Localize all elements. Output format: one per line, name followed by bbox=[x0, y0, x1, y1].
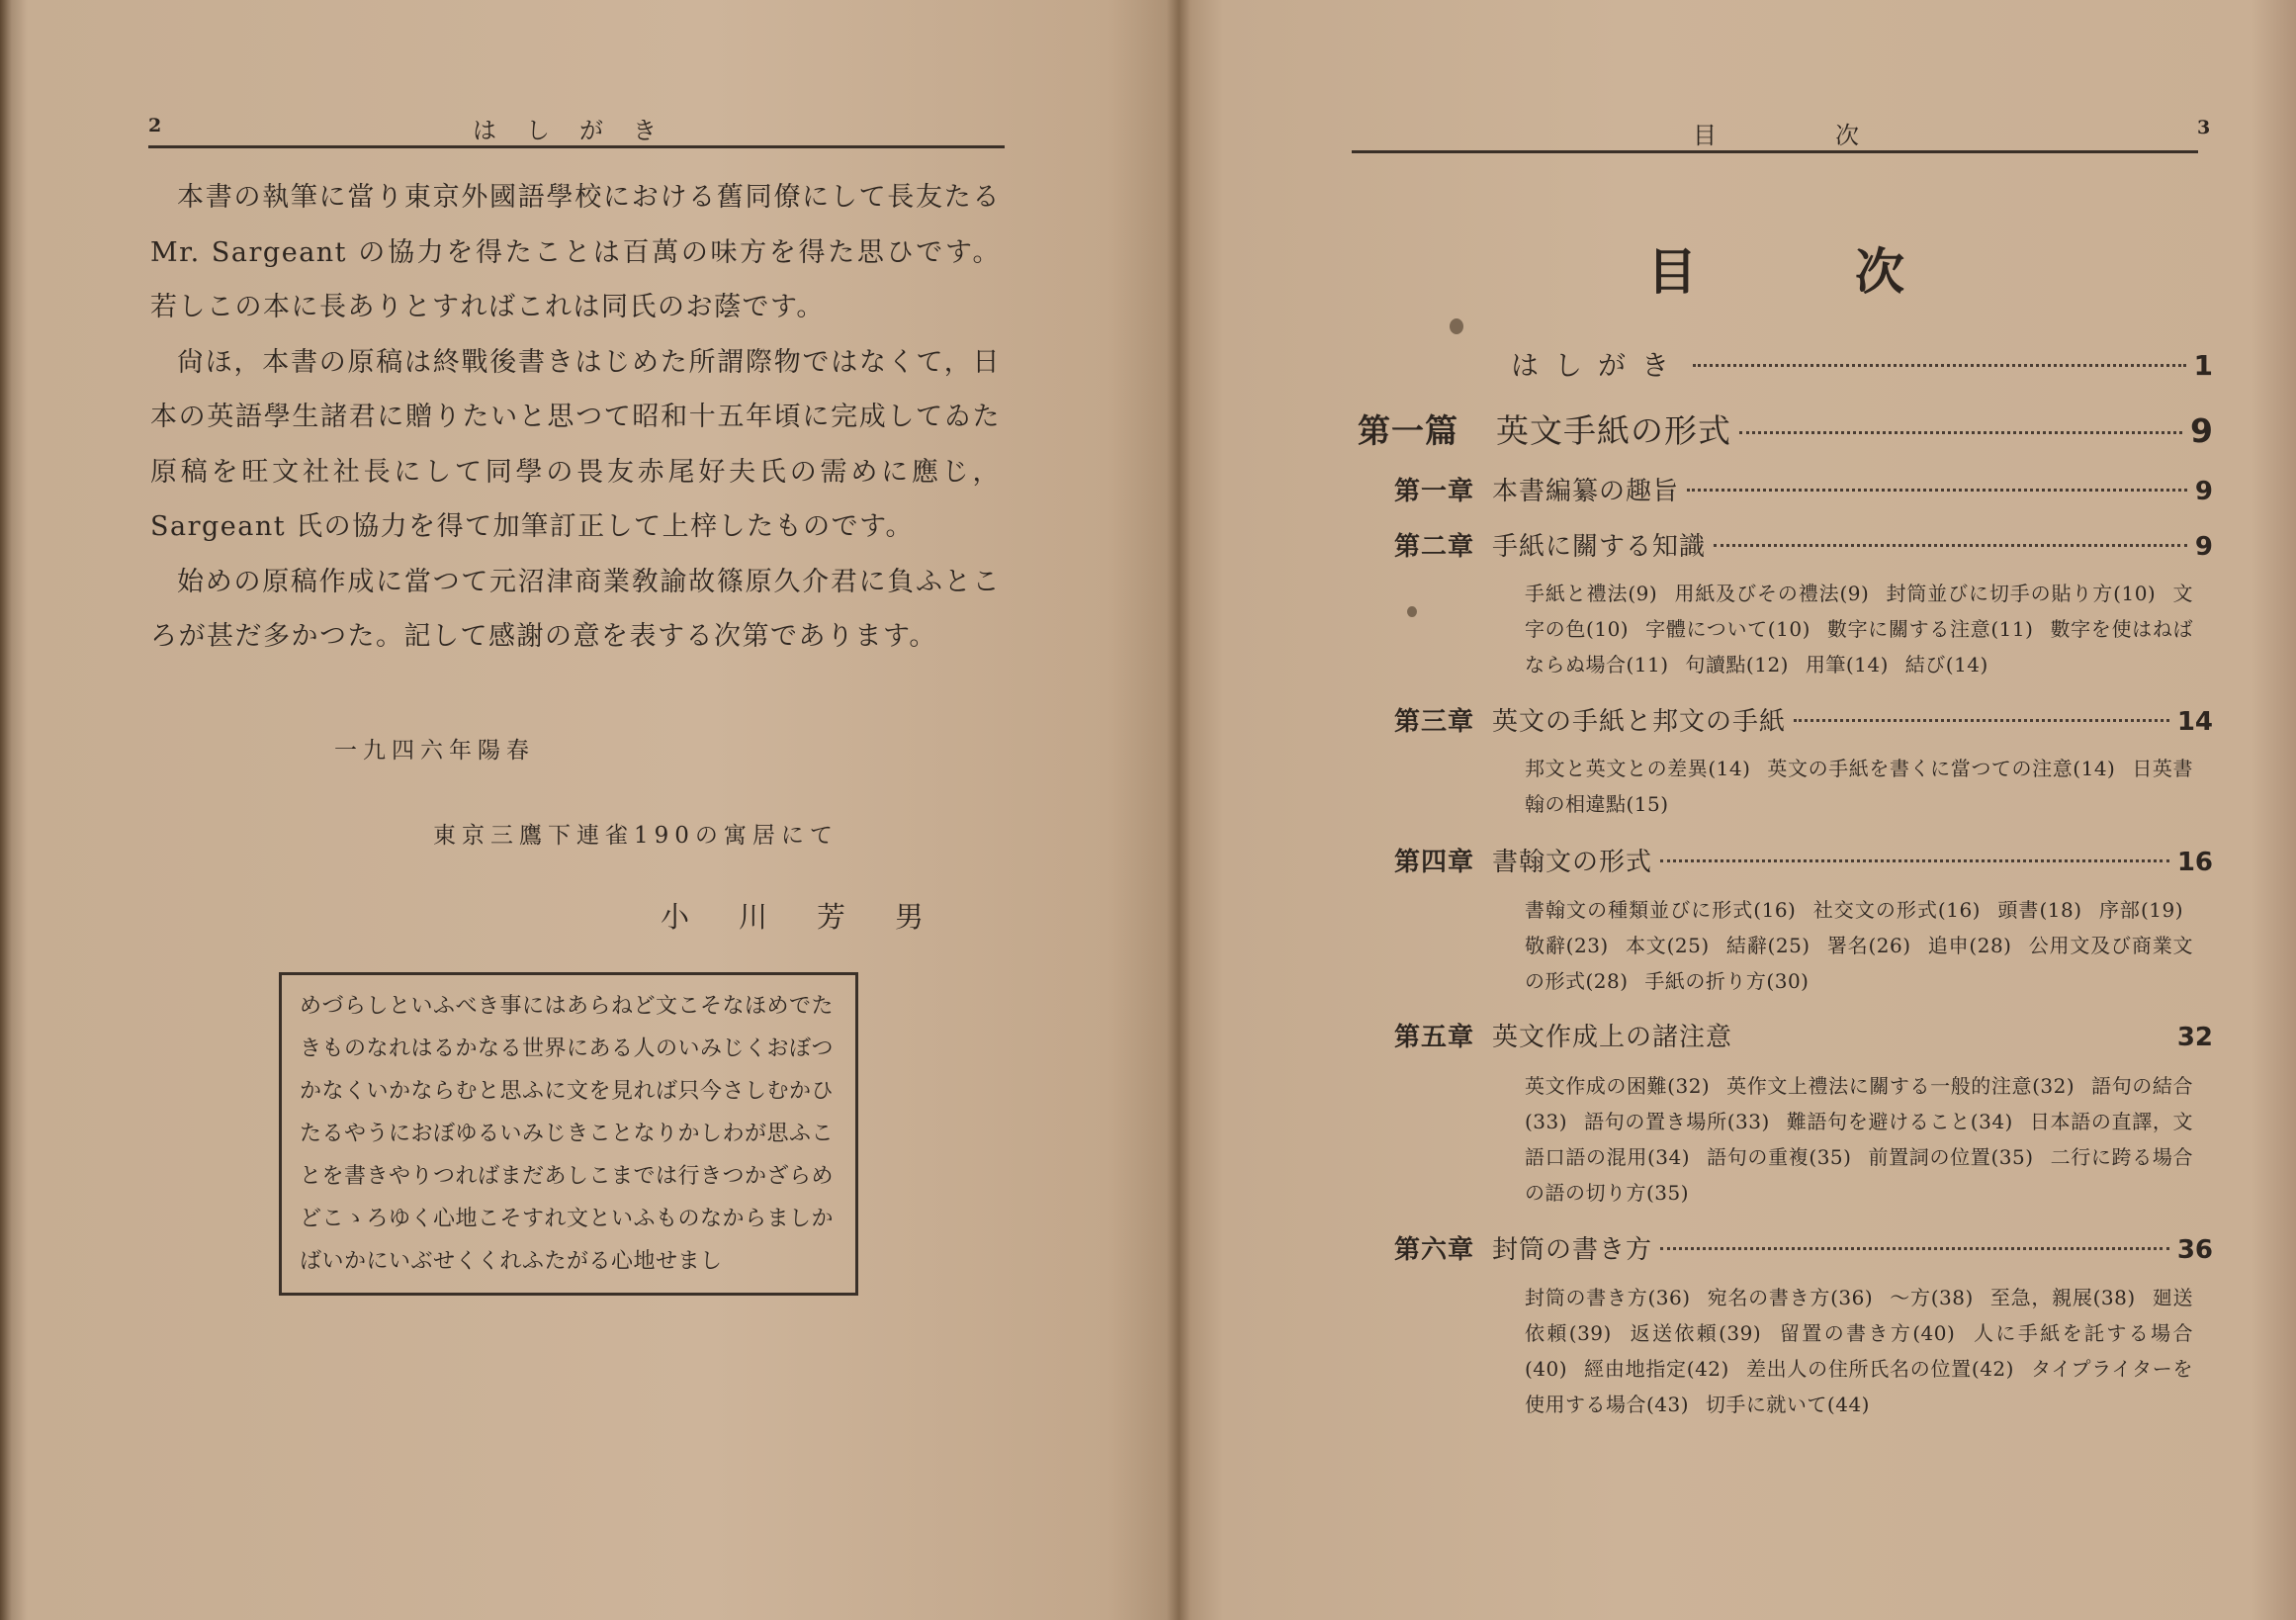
leader-dots bbox=[1693, 364, 2186, 367]
toc-label: 封筒の書き方 bbox=[1492, 1235, 1653, 1265]
toc-subtopic: 切手に就いて(44) bbox=[1705, 1393, 1870, 1416]
toc-label: 英文の手紙と邦文の手紙 bbox=[1492, 707, 1787, 737]
toc-subtopic: 封筒並びに切手の貼り方(10) bbox=[1886, 582, 2157, 605]
toc-subtopic: 頭書(18) bbox=[1997, 898, 2082, 922]
ink-spot bbox=[1450, 318, 1463, 334]
toc-entry-chapter-1[interactable] bbox=[1394, 471, 2213, 507]
toc-subtopic: 至急，親展(38) bbox=[1989, 1286, 2136, 1309]
toc-label: 英文手紙の形式 bbox=[1496, 411, 1731, 450]
toc-entry-chapter-3[interactable] bbox=[1394, 701, 2213, 738]
toc-page-number: 9 bbox=[2194, 477, 2213, 506]
running-head-right: 目次 bbox=[1693, 122, 1978, 149]
toc-subtopics-chapter-4 bbox=[1525, 892, 2193, 999]
ink-spot bbox=[1407, 606, 1417, 617]
toc-subtopic: 語句の結合(33) bbox=[1525, 1074, 2193, 1133]
toc-lead: 第四章 bbox=[1394, 848, 1475, 877]
toc-label: 書翰文の形式 bbox=[1492, 848, 1653, 877]
toc-subtopic: 日本語の直譯，文語口語の混用(34) bbox=[1525, 1110, 2194, 1169]
header-rule bbox=[1352, 150, 2198, 153]
toc-lead: 第一篇 bbox=[1358, 411, 1458, 450]
running-head-left: はしがき bbox=[473, 117, 686, 144]
toc-subtopic: 前置詞の位置(35) bbox=[1868, 1145, 2034, 1169]
toc-subtopic: 署名(26) bbox=[1826, 934, 1911, 957]
toc-subtopic: 結び(14) bbox=[1904, 653, 1988, 676]
toc-label: 英文作成上の諸注意 bbox=[1492, 1023, 1733, 1052]
poem-box bbox=[279, 972, 858, 1296]
toc-subtopic: 句讀點(12) bbox=[1685, 653, 1789, 676]
toc-label: 手紙に關する知識 bbox=[1492, 532, 1707, 562]
toc-subtopic: 敬辭(23) bbox=[1525, 934, 1609, 957]
leader-dots bbox=[1739, 431, 2182, 434]
toc-title: 目次 bbox=[1647, 242, 2063, 301]
leader-dots bbox=[1714, 544, 2187, 547]
toc-page-number: 14 bbox=[2176, 707, 2213, 737]
toc-subtopic: 語句の重複(35) bbox=[1707, 1145, 1852, 1169]
toc-lead: 第五章 bbox=[1394, 1023, 1475, 1052]
toc-entry-chapter-6[interactable] bbox=[1394, 1229, 2213, 1266]
toc-subtopic: 書翰文の種類並びに形式(16) bbox=[1525, 898, 1797, 922]
toc-subtopic: 英文の手紙を書くに當つての注意(14) bbox=[1767, 757, 2116, 780]
toc-subtopic: 公用文及び商業文の形式(28) bbox=[1525, 934, 2194, 993]
page-number-right: 3 bbox=[2197, 117, 2211, 138]
toc-subtopic: 用紙及びその禮法(9) bbox=[1674, 582, 1870, 605]
toc-subtopic: 數字に關する注意(11) bbox=[1826, 617, 2034, 641]
toc-subtopic: 人に手紙を託する場合(40) bbox=[1525, 1321, 2194, 1381]
toc-lead: 第三章 bbox=[1394, 707, 1475, 737]
toc-subtopic: 宛名の書き方(36) bbox=[1707, 1286, 1874, 1309]
toc-subtopic: タイプライターを使用する場合(43) bbox=[1525, 1357, 2194, 1416]
leader-dots bbox=[1687, 489, 2187, 492]
toc-entry-chapter-5[interactable] bbox=[1394, 1017, 2213, 1053]
toc-subtopic: 差出人の住所氏名の位置(42) bbox=[1745, 1357, 2014, 1381]
preface-body bbox=[150, 170, 1001, 665]
leader-dots bbox=[1794, 719, 2169, 722]
toc-subtopic: 二行に跨る場合の語の切り方(35) bbox=[1525, 1145, 2194, 1205]
toc-subtopic: 結辭(25) bbox=[1725, 934, 1810, 957]
toc-page-number: 16 bbox=[2176, 848, 2213, 877]
page-number-left: 2 bbox=[148, 115, 162, 136]
preface-paragraph: 尙ほ，本書の原稿は終戰後書きはじめた所謂際物ではなくて，日本の英語學生諸君に贈りたいと思つて昭和十五年頃に完成してゐた原稿を旺文社社長にして同學の畏友赤尾好夫氏の需めに應じ，Sargeant 氏の協力を得て加筆訂正して上梓したものです。 bbox=[150, 346, 1001, 542]
toc-label: 本書編纂の趣旨 bbox=[1492, 477, 1680, 506]
toc-subtopic: 〜方(38) bbox=[1890, 1286, 1974, 1309]
toc-subtopic: 手紙の折り方(30) bbox=[1644, 969, 1810, 993]
toc-subtopic: 經由地指定(42) bbox=[1584, 1357, 1729, 1381]
toc-subtopic: 日英書翰の相違點(15) bbox=[1525, 757, 2194, 816]
gutter-shadow bbox=[1167, 0, 1191, 1620]
toc-subtopic: 用筆(14) bbox=[1805, 653, 1889, 676]
toc-subtopics-chapter-5 bbox=[1525, 1068, 2193, 1211]
preface-paragraph: 始めの原稿作成に當つて元沼津商業敎諭故篠原久介君に負ふところが甚だ多かつた。記して感謝の意を表する次第であります。 bbox=[150, 566, 1001, 652]
toc-subtopic: 序部(19) bbox=[2098, 898, 2184, 922]
toc-page-number: 1 bbox=[2193, 349, 2213, 382]
toc-subtopic: 留置の書き方(40) bbox=[1779, 1321, 1956, 1345]
toc-subtopic: 社交文の形式(16) bbox=[1812, 898, 1981, 922]
toc-subtopic: 封筒の書き方(36) bbox=[1525, 1286, 1691, 1309]
toc-subtopic: 手紙と禮法(9) bbox=[1525, 582, 1658, 605]
toc-subtopic: 數字を使はねばならぬ場合(11) bbox=[1525, 617, 2194, 676]
toc-subtopic: 語句の置き場所(33) bbox=[1584, 1110, 1770, 1133]
poem-text: めづらしといふべき事にはあらねど文こそなほめでたきものなれはるかなる世界にある人のいみじくおぼつかなくいかならむと思ふに文を見れば只今さしむかひたるやうにおぼゆるいみじきことなりかしわが思ふことを書きやりつればまだあしこまでは行きつかざらめどこゝろゆく心地こそすれ文といふものなからましかばいかにいぶせくくれふたがる心地せまし bbox=[300, 994, 835, 1274]
author-name: 小川芳男 bbox=[661, 900, 974, 934]
toc-subtopics-chapter-2 bbox=[1525, 576, 2193, 682]
toc-subtopic: 英文作成の困難(32) bbox=[1525, 1074, 1711, 1098]
toc-subtopic: 文字の色(10) bbox=[1525, 582, 2193, 641]
toc-subtopics-chapter-3 bbox=[1525, 751, 2193, 822]
header-rule bbox=[148, 145, 1005, 148]
toc-subtopic: 難語句を避けること(34) bbox=[1786, 1110, 2013, 1133]
toc-entry-chapter-2[interactable] bbox=[1394, 526, 2213, 563]
toc-entry-preface[interactable] bbox=[1511, 344, 2213, 384]
toc-lead: 第六章 bbox=[1394, 1235, 1475, 1265]
leader-dots bbox=[1660, 1247, 2169, 1250]
toc-page-number: 36 bbox=[2176, 1235, 2213, 1265]
leader-dots bbox=[1660, 859, 2169, 862]
toc-entry-part-1[interactable] bbox=[1358, 405, 2213, 452]
preface-address: 東京三鷹下連雀190の寓居にて bbox=[433, 823, 839, 849]
toc-lead: 第二章 bbox=[1394, 532, 1475, 562]
toc-page-number: 9 bbox=[2190, 411, 2213, 450]
toc-page-number: 9 bbox=[2194, 532, 2213, 562]
toc-entry-chapter-4[interactable] bbox=[1394, 842, 2213, 878]
toc-label: はしがき bbox=[1511, 349, 1686, 382]
toc-page-number: 32 bbox=[2176, 1023, 2213, 1052]
toc-subtopic: 邦文と英文との差異(14) bbox=[1525, 757, 1751, 780]
toc-subtopic: 廻送依頼(39) bbox=[1525, 1286, 2194, 1345]
toc-subtopics-chapter-6 bbox=[1525, 1280, 2193, 1422]
toc-lead: 第一章 bbox=[1394, 477, 1475, 506]
preface-date: 一九四六年陽春 bbox=[334, 738, 535, 764]
toc-subtopic: 本文(25) bbox=[1625, 934, 1710, 957]
toc-subtopic: 英作文上禮法に關する一般的注意(32) bbox=[1726, 1074, 2075, 1098]
toc-subtopic: 返送依頼(39) bbox=[1630, 1321, 1762, 1345]
preface-paragraph: 本書の執筆に當り東京外國語學校における舊同僚にして長友たる Mr. Sargeant の協力を得たことは百萬の味方を得た思ひです。若しこの本に長ありとすればこれは同氏のお蔭です。 bbox=[150, 182, 1001, 322]
toc-subtopic: 追申(28) bbox=[1927, 934, 2012, 957]
toc-subtopic: 字體について(10) bbox=[1645, 617, 1810, 641]
